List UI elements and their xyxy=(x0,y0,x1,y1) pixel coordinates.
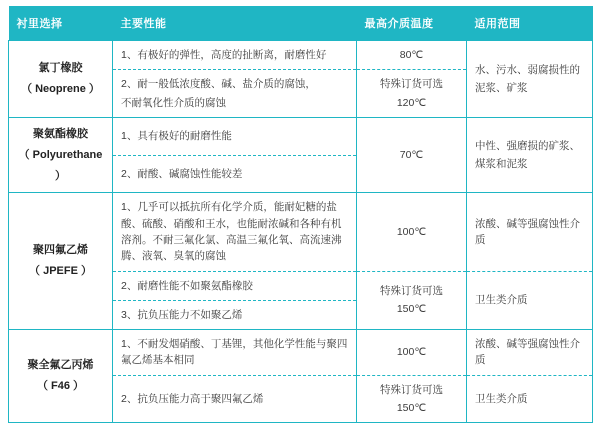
lining-name-cn: 聚四氟乙烯 xyxy=(33,244,88,257)
property-cell: 2、耐酸、碱腐蚀性能较差 xyxy=(113,155,357,193)
scope-cell: 中性、强磨损的矿浆、 煤浆和泥浆 xyxy=(467,117,593,193)
column-header-properties: 主要性能 xyxy=(113,6,357,41)
property-cell: 1、不耐发烟硝酸、丁基锂，其他化学性能与聚四氟乙烯基本相同 xyxy=(113,330,357,376)
column-header-max-temperature: 最高介质温度 xyxy=(357,6,467,41)
table-row xyxy=(9,193,593,271)
lining-name-cell xyxy=(9,41,113,118)
lining-name-cn: 氯丁橡胶 xyxy=(38,62,83,74)
table-row xyxy=(9,41,593,70)
temperature-cell: 100℃ xyxy=(357,330,467,376)
table-row xyxy=(9,117,593,155)
lining-name-cell xyxy=(9,330,113,423)
property-cell: 2、抗负压能力高于聚四氟乙烯 xyxy=(113,375,357,423)
temperature-cell: 特殊订货可选 150℃ xyxy=(357,375,467,423)
table-header-row xyxy=(9,6,593,41)
temperature-cell: 70℃ xyxy=(357,117,467,193)
property-cell: 2、耐磨性能不如聚氨酯橡胶 xyxy=(113,271,357,300)
lining-name-en: （ Neoprene ） xyxy=(21,82,100,95)
temperature-cell: 特殊订货可选 150℃ xyxy=(357,271,467,330)
lining-selection-table xyxy=(8,6,593,423)
lining-name-en: （ JPEFE ） xyxy=(29,265,92,278)
property-cell: 1、具有极好的耐磨性能 xyxy=(113,117,357,155)
scope-cell: 水、污水、弱腐损性的 泥浆、矿浆 xyxy=(467,41,593,118)
temperature-cell: 特殊订货可选 120℃ xyxy=(357,70,467,118)
lining-name-cn: 聚氨酯橡胶 xyxy=(33,127,88,140)
lining-name-en: （ Polyurethane ） xyxy=(18,148,103,182)
temperature-cell: 100℃ xyxy=(357,193,467,271)
lining-name-cell xyxy=(9,193,113,330)
lining-name-cell xyxy=(9,117,113,193)
lining-name-en: （ F46 ） xyxy=(36,380,85,393)
column-header-scope: 适用范围 xyxy=(467,6,593,41)
lining-name-cn: 聚全氟乙丙烯 xyxy=(27,359,94,372)
table-body xyxy=(9,41,593,423)
temperature-cell: 80℃ xyxy=(357,41,467,70)
table-row xyxy=(9,330,593,376)
property-cell: 2、耐一般低浓度酸、碱、盐介质的腐蚀， 不耐氧化性介质的腐蚀 xyxy=(113,70,357,118)
scope-cell: 浓酸、碱等强腐蚀性介质 xyxy=(467,193,593,271)
scope-cell: 浓酸、碱等强腐蚀性介质 xyxy=(467,330,593,376)
table-header xyxy=(9,6,593,41)
scope-cell: 卫生类介质 xyxy=(467,271,593,330)
property-cell: 3、抗负压能力不如聚乙烯 xyxy=(113,300,357,329)
scope-cell: 卫生类介质 xyxy=(467,375,593,423)
column-header-lining: 衬里选择 xyxy=(9,6,113,41)
property-cell: 1、几乎可以抵抗所有化学介质，能耐妃糖的盐酸、硫酸、硝酸和王水，也能耐浓碱和各种有机溶剂。不耐三氟化氯、高温三氟化氧、高流速沸腾、液氧、臭氧的腐蚀 xyxy=(113,193,357,271)
property-cell: 1、有极好的弹性，高度的扯断离，耐磨性好 xyxy=(113,41,357,70)
